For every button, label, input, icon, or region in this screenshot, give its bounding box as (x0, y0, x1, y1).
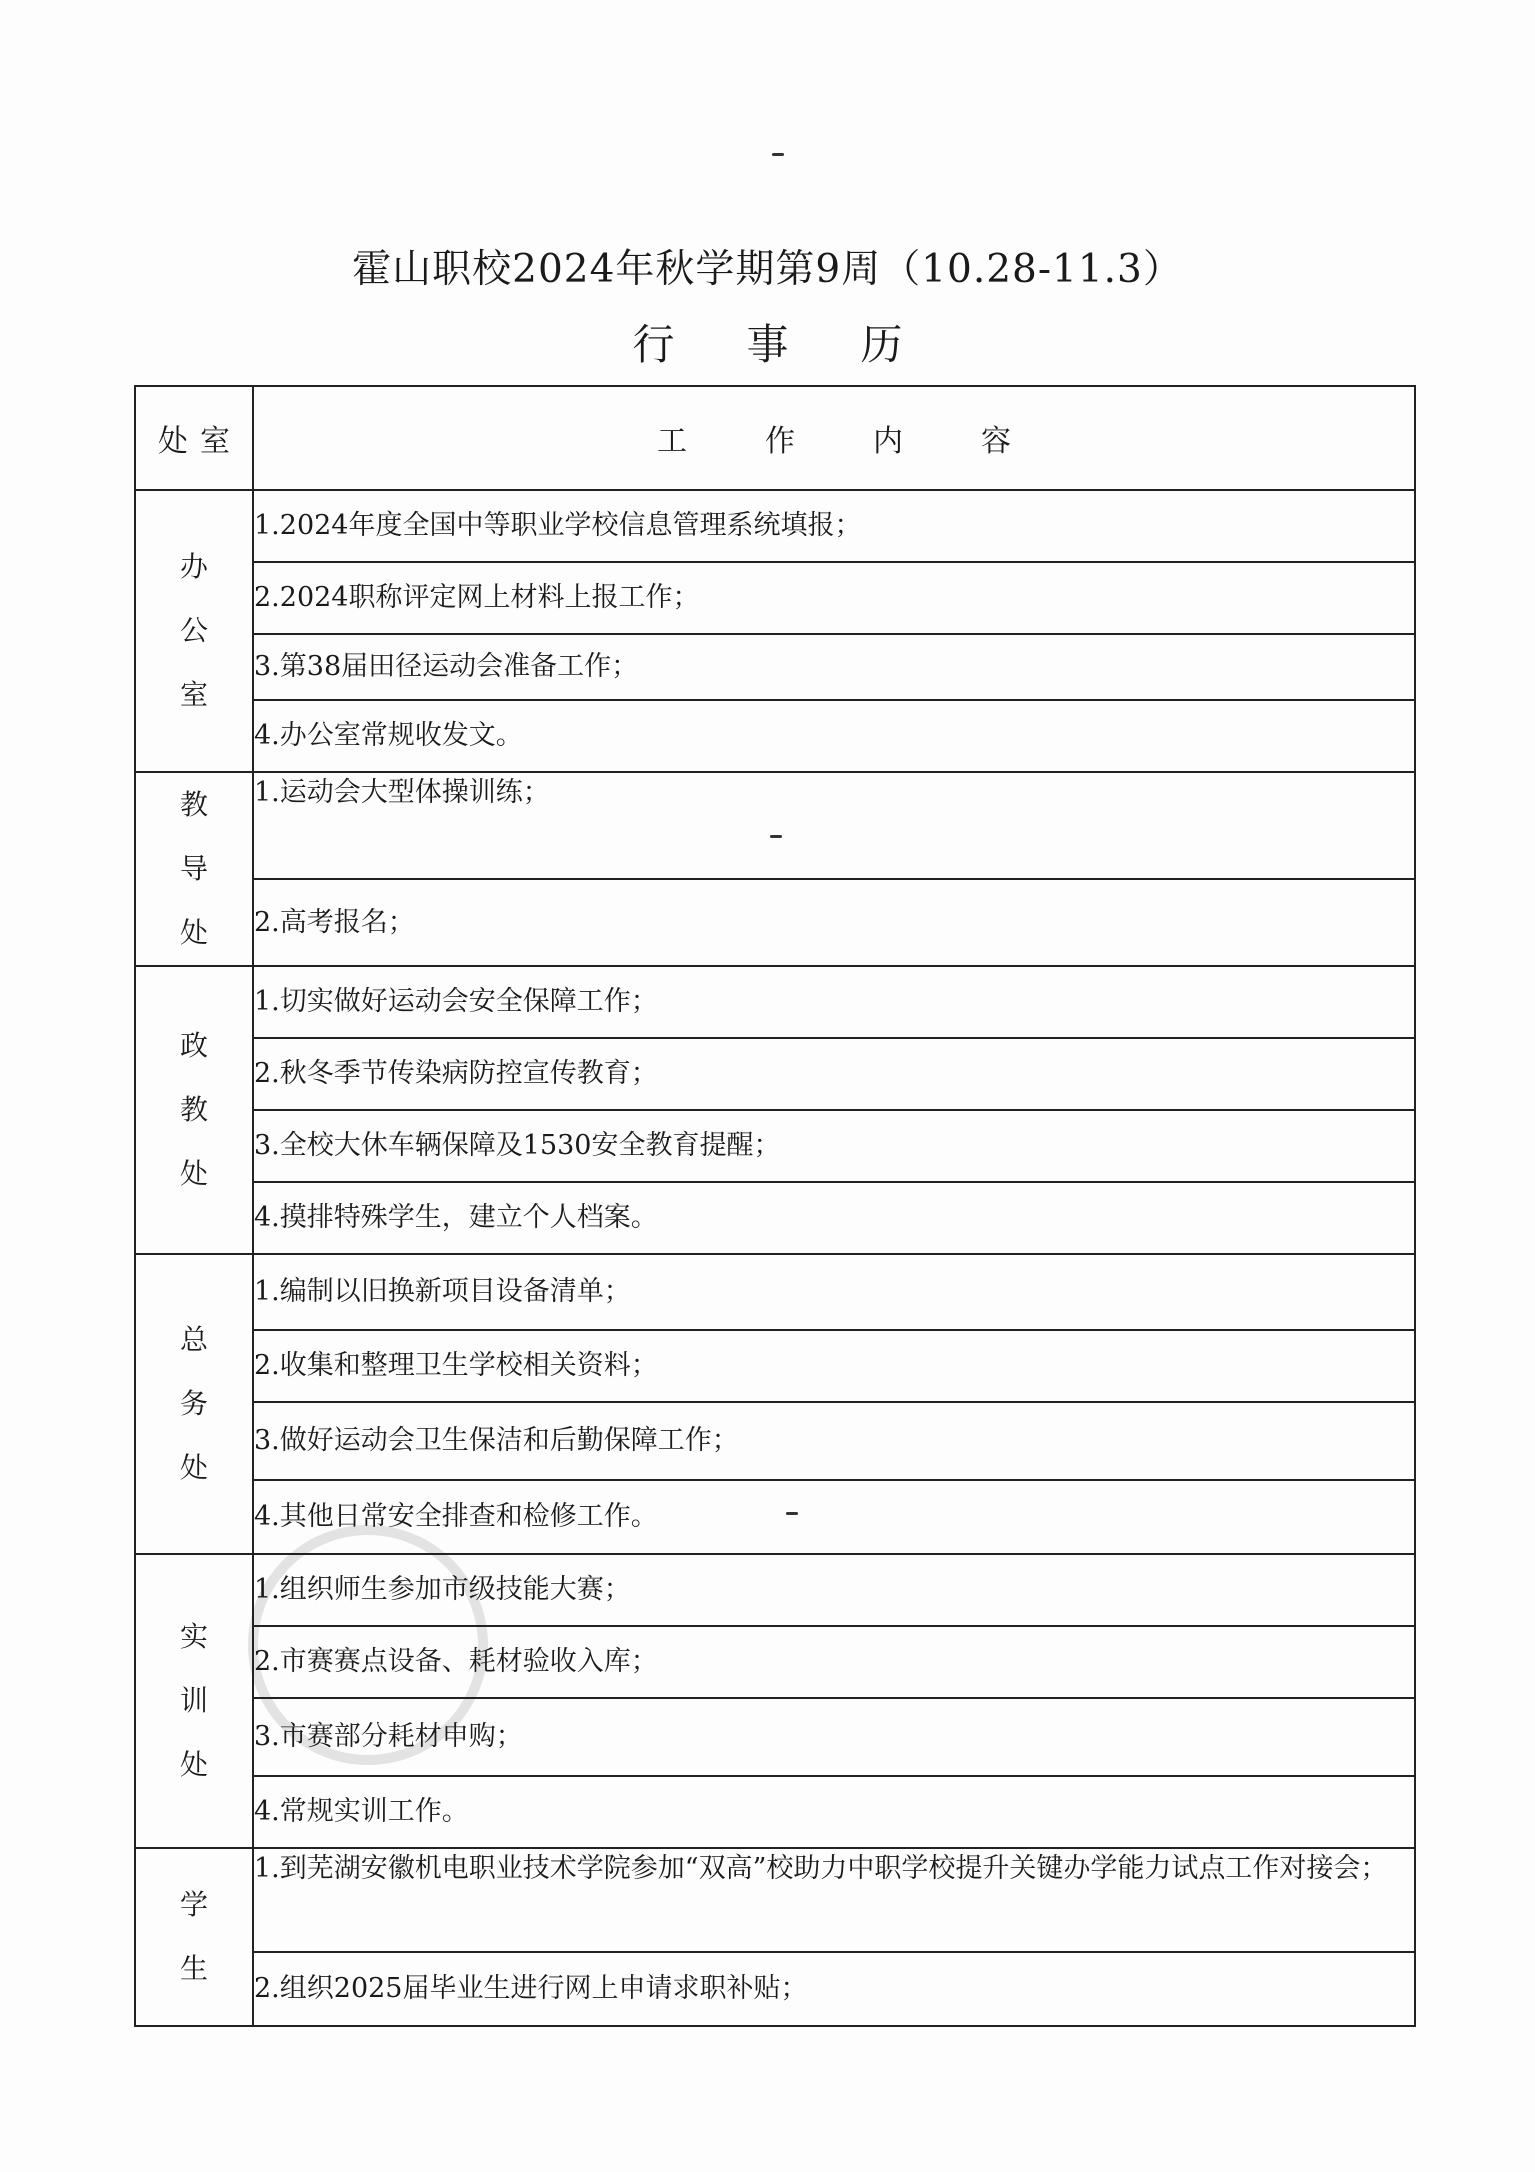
table-row (135, 1254, 1415, 1330)
work-item: 4.常规实训工作。 (253, 1776, 1415, 1848)
table-row (135, 1698, 1415, 1776)
work-item: 3.第38届田径运动会准备工作； (253, 634, 1415, 700)
office-cell (135, 966, 253, 1254)
work-item: 4.摸排特殊学生，建立个人档案。 (253, 1182, 1415, 1254)
office-cell (135, 1848, 253, 2026)
document-title: 霍山职校2024年秋学期第9周（10.28-11.3） (352, 247, 1183, 292)
table-row (135, 1952, 1415, 2026)
office-name-char: 总 (179, 1323, 208, 1356)
table-row (135, 562, 1415, 634)
office-name-char: 政 (179, 1029, 208, 1062)
work-item: 1.编制以旧换新项目设备清单； (253, 1254, 1415, 1330)
scan-speck (772, 153, 784, 156)
office-name-char: 实 (179, 1620, 208, 1653)
work-item: 1.运动会大型体操训练； (253, 772, 1415, 879)
office-name-char: 学 (179, 1888, 208, 1921)
work-item: 1.组织师生参加市级技能大赛； (253, 1554, 1415, 1626)
document-subtitle: 行事历 (632, 320, 975, 369)
table-row (135, 634, 1415, 700)
work-item: 4.其他日常安全排查和检修工作。 (253, 1480, 1415, 1554)
table-row (135, 1776, 1415, 1848)
office-name-char: 务 (179, 1387, 208, 1420)
office-name-char: 处 (179, 1748, 208, 1781)
office-name-char: 处 (179, 916, 208, 949)
table-row (135, 1480, 1415, 1554)
table-row (135, 700, 1415, 772)
work-item: 4.办公室常规收发文。 (253, 700, 1415, 772)
office-cell (135, 1554, 253, 1848)
header-office: 处室 (135, 386, 253, 490)
office-name-char: 处 (179, 1157, 208, 1190)
work-item: 2.市赛赛点设备、耗材验收入库； (253, 1626, 1415, 1698)
table-row (135, 1330, 1415, 1402)
scan-speck (786, 1512, 798, 1515)
office-cell (135, 490, 253, 772)
work-item: 2.秋冬季节传染病防控宣传教育； (253, 1038, 1415, 1110)
office-cell (135, 772, 253, 966)
table-row (135, 966, 1415, 1038)
office-name-char: 办 (179, 550, 208, 583)
work-item: 1.切实做好运动会安全保障工作； (253, 966, 1415, 1038)
table-row (135, 1182, 1415, 1254)
work-item: 3.市赛部分耗材申购； (253, 1698, 1415, 1776)
work-item: 2.高考报名； (253, 879, 1415, 966)
schedule-table (134, 385, 1416, 2027)
table-row (135, 1626, 1415, 1698)
office-name-char: 教 (179, 1093, 208, 1126)
office-name-char: 导 (179, 852, 208, 885)
office-name-char: 训 (179, 1684, 208, 1717)
work-item: 3.做好运动会卫生保洁和后勤保障工作； (253, 1402, 1415, 1480)
office-name-char: 教 (179, 788, 208, 821)
table-row (135, 772, 1415, 879)
scan-speck (770, 835, 782, 838)
table-row (135, 1110, 1415, 1182)
work-item: 1.到芜湖安徽机电职业技术学院参加“双高”校助力中职学校提升关键办学能力试点工作对接会； (253, 1848, 1415, 1952)
office-cell (135, 1254, 253, 1554)
table-row (135, 1038, 1415, 1110)
work-item: 3.全校大休车辆保障及1530安全教育提醒； (253, 1110, 1415, 1182)
office-name-char: 室 (179, 678, 208, 711)
office-name-char: 生 (179, 1952, 208, 1985)
work-item: 2.2024职称评定网上材料上报工作； (253, 562, 1415, 634)
office-name-char: 处 (179, 1451, 208, 1484)
table-header-row (135, 386, 1415, 490)
work-item: 2.组织2025届毕业生进行网上申请求职补贴； (253, 1952, 1415, 2026)
work-item: 2.收集和整理卫生学校相关资料； (253, 1330, 1415, 1402)
table-row (135, 1402, 1415, 1480)
table-row (135, 490, 1415, 562)
table-row (135, 1848, 1415, 1952)
work-item: 1.2024年度全国中等职业学校信息管理系统填报； (253, 490, 1415, 562)
header-content: 工作内容 (253, 386, 1415, 490)
table-row (135, 1554, 1415, 1626)
table-row (135, 879, 1415, 966)
office-name-char: 公 (179, 614, 208, 647)
